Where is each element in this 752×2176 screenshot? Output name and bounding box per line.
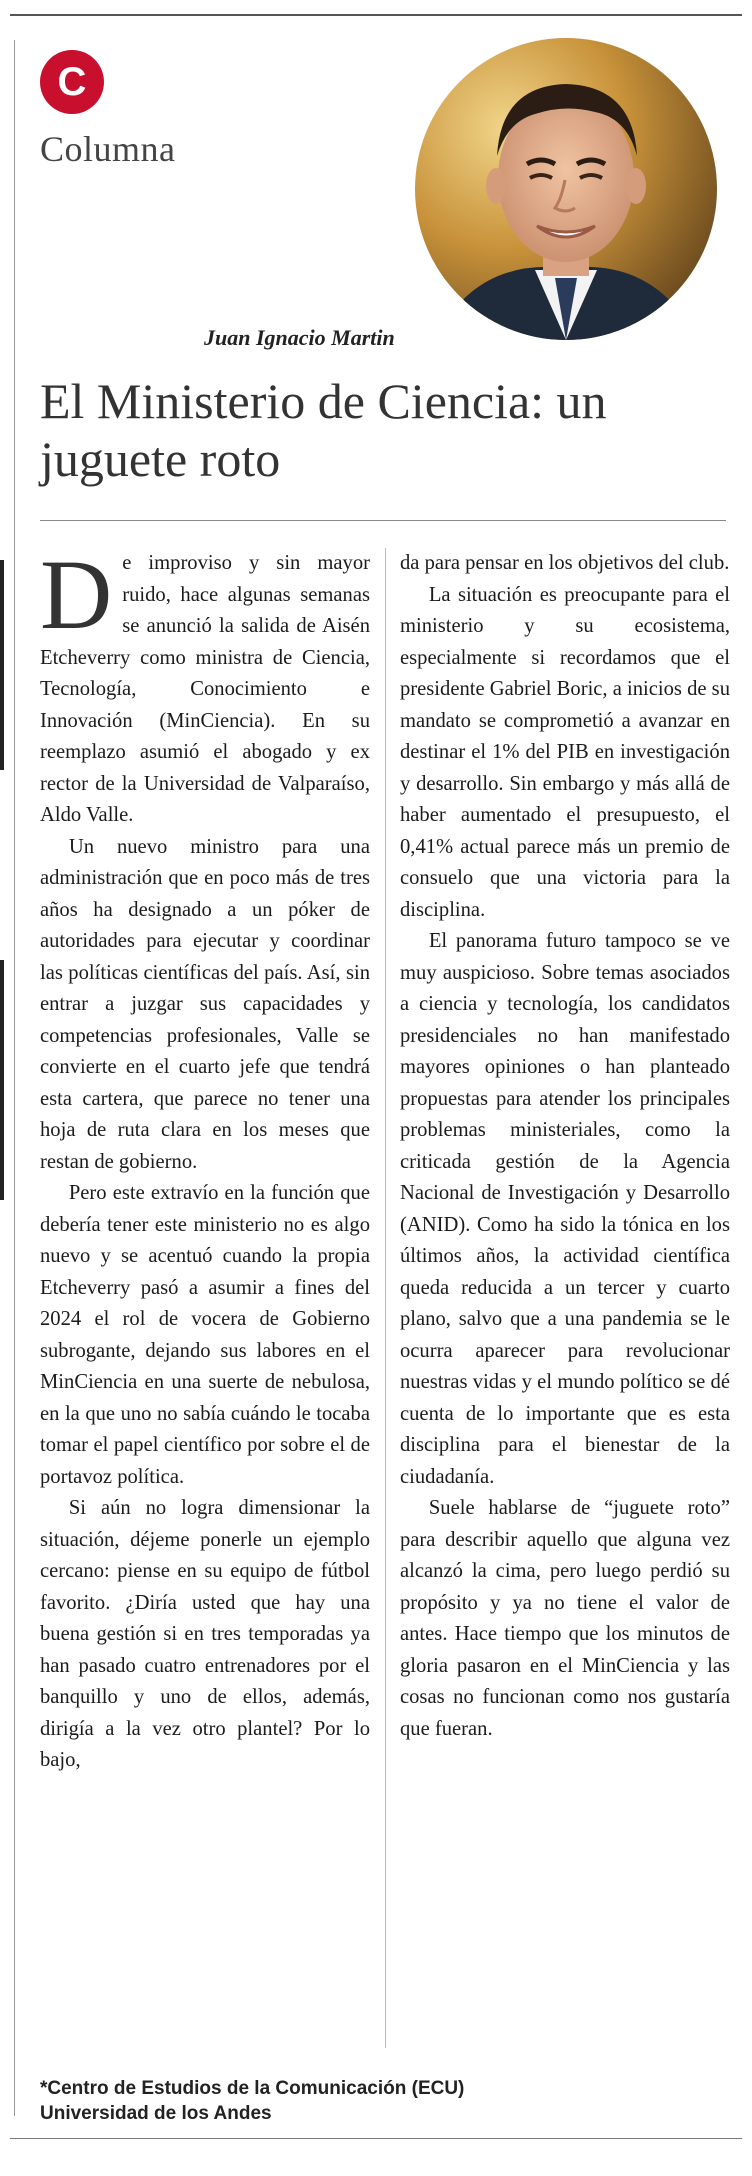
headline-separator: [40, 520, 726, 521]
section-badge: [40, 50, 104, 114]
bottom-rule: [10, 2138, 742, 2139]
left-margin-mark: [0, 560, 4, 770]
left-rule: [14, 40, 15, 2116]
section-label: Columna: [40, 129, 176, 169]
section-badge-letter: C: [57, 60, 87, 104]
article-paragraph: La situación es preocupante para el ministerio y su ecosistema, especialmente si recordamos que el presidente Gabriel Boric, a inicios de su mandato se comprometió a avanzar en destinar el 1% del PIB en investigación y desarrollo. Sin embargo y más allá de haber aumentado el presupuesto, el 0,41% actual parece más un premio de consuelo que una victoria para la disciplina.: [400, 583, 730, 921]
article-paragraph: Un nuevo ministro para una administración que en poco más de tres años ha designado a un póker de autoridades para ejecutar y coordinar las políticas científicas del país. Así, sin entrar a juzgar sus capacidades y competencias profesionales, Valle se convierte en el cuarto jefe que tendrá esta cartera, que parece no tener una hoja de ruta clara en los meses que restan de gobierno.: [40, 835, 370, 1173]
article-paragraph: De improviso y sin mayor ruido, hace algunas semanas se anunció la salida de Aisén Etcheverry como ministra de Ciencia, Tecnología, Conocimiento e Innovación (MinCiencia). En su reemplazo asumió el abogado y ex rector de la Universidad de Valparaíso, Aldo Valle.: [40, 539, 370, 826]
article-paragraph: Pero este extravío en la función que debería tener este ministerio no es algo nuevo y se acentuó cuando la propia Etcheverry pasó a asumir a fines del 2024 el rol de vocera de Gobierno subrogante, dejando sus labores en el MinCiencia en una suerte de nebulosa, en la que uno no sabía cuándo le tocaba tomar el papel científico por sobre el de portavoz política.: [40, 1182, 370, 1488]
column-rule: [385, 548, 386, 2048]
author-affiliation: [40, 2076, 464, 2126]
article-column-right: [400, 548, 730, 1745]
article-column-left: [40, 539, 370, 1777]
affiliation-line: Universidad de los Andes: [40, 2103, 272, 2124]
article-paragraph: El panorama futuro tampoco se ve muy auspicioso. Sobre temas asociados a ciencia y tecnología, los candidatos presidenciales no han manifestado mayores opiniones o han planteado propuestas para atender los principales problemas ministeriales, como la criticada gestión de la Agencia Nacional de Investigación y Desarrollo (ANID). Como ha sido la tónica en los últimos años, la actividad científica queda reducida a un tercer y cuarto plano, salvo que a una pandemia se le ocurra aparecer para revolucionar nuestras vidas y el mundo político se dé cuenta de lo importante que es esta disciplina para el bienestar de la ciudadanía.: [400, 930, 730, 1488]
headline: El Ministerio de Ciencia: un juguete roto: [40, 373, 607, 487]
top-rule: [10, 14, 742, 16]
author-portrait: [415, 38, 717, 340]
article-paragraph: da para pensar en los objetivos del club.: [400, 552, 730, 574]
author-byline: Juan Ignacio Martin: [204, 325, 395, 350]
article-paragraph: Si aún no logra dimensionar la situación, déjeme ponerle un ejemplo cercano: piense en su equipo de fútbol favorito. ¿Diría usted que hay una buena gestión si en tres temporadas ya han pasado cuatro entrenadores por el banquillo y uno de ellos, además, dirigía a la vez otro plantel? Por lo bajo,: [40, 1497, 370, 1771]
affiliation-line: *Centro de Estudios de la Comunicación (ECU): [40, 2078, 465, 2099]
drop-cap: D: [40, 539, 113, 650]
left-margin-mark: [0, 960, 4, 1200]
article-paragraph: Suele hablarse de “juguete roto” para describir aquello que alguna vez alcanzó la cima, pero luego perdió su propósito y ya no tiene el valor de antes. Hace tiempo que los minutos de gloria pasaron en el MinCiencia y las cosas no funcionan como nos gustaría que fueran.: [400, 1497, 730, 1740]
